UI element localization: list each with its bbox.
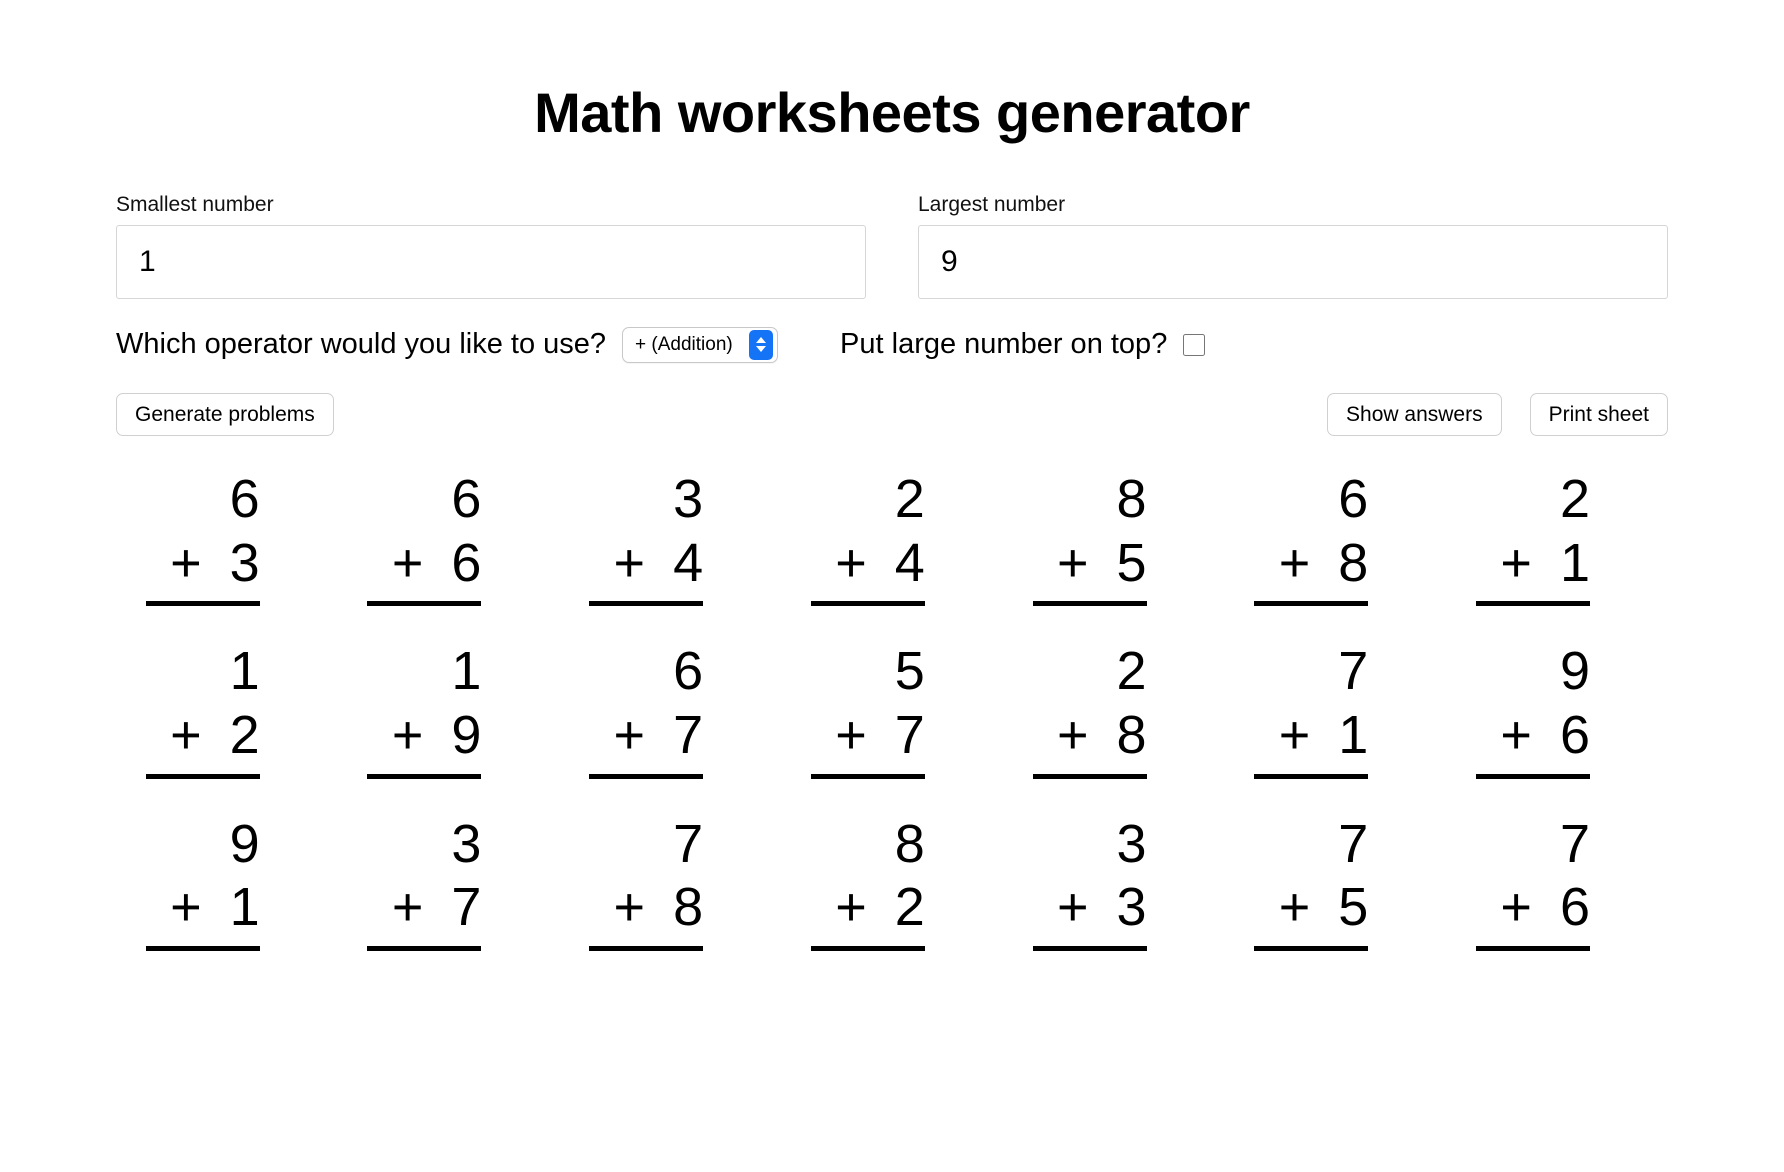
math-problem: [781, 813, 1003, 951]
largest-number-input[interactable]: [918, 225, 1668, 299]
problem-bottom-row: [835, 704, 925, 768]
operator-select[interactable]: [622, 327, 778, 363]
large-on-top-label: Put large number on top?: [840, 328, 1168, 361]
problem-top-operand: 6: [673, 641, 704, 702]
math-problem: [116, 640, 338, 778]
problem-top-operand: 3: [451, 813, 482, 874]
math-problem: [559, 640, 781, 778]
problem-operator: +: [1278, 877, 1311, 938]
problem-operator: +: [391, 877, 424, 938]
largest-number-field: [918, 192, 1668, 299]
problem-answer-rule: [1254, 601, 1368, 606]
problem-operator: +: [170, 877, 202, 938]
problem-operator: +: [1056, 877, 1089, 938]
problem-answer-rule: [589, 774, 703, 779]
problem-bottom-row: [392, 876, 482, 940]
math-problem: [338, 468, 560, 606]
problem-bottom-row: [170, 876, 260, 940]
problem-bottom-operand: 8: [1116, 705, 1147, 766]
options-row: [116, 327, 1668, 363]
math-problem: [1003, 813, 1225, 951]
math-problem: [1225, 640, 1447, 778]
problem-bottom-operand: 6: [1559, 877, 1590, 938]
operator-select-wrapper: [622, 327, 778, 363]
problem-bottom-operand: 8: [673, 877, 704, 938]
smallest-number-field: [116, 192, 866, 299]
problem-top-operand: 2: [1559, 468, 1590, 529]
page-title: Math worksheets generator: [534, 81, 1250, 144]
problem-bottom-operand: 4: [894, 532, 925, 593]
problem-bottom-row: [1057, 532, 1147, 596]
math-problem: [781, 640, 1003, 778]
problem-answer-rule: [146, 774, 260, 779]
problem-bottom-operand: 1: [229, 877, 260, 938]
math-problem: [1446, 468, 1668, 606]
problem-operator: +: [391, 705, 424, 766]
problem-bottom-operand: 3: [1116, 877, 1147, 938]
problem-bottom-row: [835, 532, 925, 596]
problem-answer-rule: [1476, 601, 1590, 606]
problem-bottom-operand: 6: [451, 532, 482, 593]
problem-bottom-operand: 9: [451, 705, 482, 766]
problem-bottom-row: [1279, 876, 1369, 940]
problem-answer-rule: [811, 774, 925, 779]
math-problem: [1446, 813, 1668, 951]
problem-top-operand: 3: [673, 468, 704, 529]
problem-top-operand: 7: [1559, 813, 1590, 874]
problem-top-operand: 3: [1116, 813, 1147, 874]
problem-bottom-operand: 4: [673, 532, 704, 593]
problem-top-operand: 2: [1116, 641, 1147, 702]
problem-answer-rule: [1476, 946, 1590, 951]
problem-top-operand: 7: [673, 813, 704, 874]
problem-top-operand: 6: [451, 468, 482, 529]
problem-bottom-row: [392, 532, 482, 596]
problem-bottom-operand: 6: [1559, 705, 1590, 766]
problem-operator: +: [391, 532, 424, 593]
problem-answer-rule: [811, 601, 925, 606]
smallest-number-label: Smallest number: [116, 192, 274, 216]
problem-bottom-operand: 7: [673, 705, 704, 766]
smallest-number-input[interactable]: [116, 225, 866, 299]
problem-bottom-row: [392, 704, 482, 768]
problem-top-operand: 8: [1116, 468, 1147, 529]
problem-operator: +: [613, 532, 646, 593]
problem-operator: +: [835, 705, 867, 766]
problem-bottom-operand: 2: [894, 877, 925, 938]
math-problem: [559, 468, 781, 606]
problem-top-operand: 1: [229, 641, 260, 702]
problem-bottom-row: [835, 876, 925, 940]
problem-top-operand: 1: [451, 641, 482, 702]
problem-answer-rule: [811, 946, 925, 951]
problem-operator: +: [1278, 532, 1311, 593]
problem-answer-rule: [1254, 774, 1368, 779]
problem-operator: +: [1500, 705, 1532, 766]
problem-bottom-operand: 1: [1338, 705, 1369, 766]
number-range-fields: [116, 192, 1668, 299]
generate-problems-button[interactable]: Generate problems: [116, 393, 334, 436]
math-problem: [116, 468, 338, 606]
math-problem: [338, 640, 560, 778]
problem-top-operand: 2: [894, 468, 925, 529]
problem-answer-rule: [1476, 774, 1590, 779]
problem-bottom-operand: 8: [1338, 532, 1369, 593]
problem-top-operand: 7: [1338, 813, 1369, 874]
math-problem: [1003, 468, 1225, 606]
action-buttons-row: [116, 393, 1668, 436]
problem-operator: +: [170, 532, 202, 593]
problem-bottom-row: [1500, 704, 1590, 768]
problem-answer-rule: [1033, 946, 1147, 951]
problem-answer-rule: [367, 946, 481, 951]
problem-answer-rule: [589, 946, 703, 951]
problem-operator: +: [1056, 705, 1089, 766]
problem-bottom-row: [614, 876, 704, 940]
problem-bottom-row: [1500, 532, 1590, 596]
problem-answer-rule: [367, 601, 481, 606]
problem-top-operand: 8: [894, 813, 925, 874]
math-problem: [559, 813, 781, 951]
problem-bottom-operand: 7: [451, 877, 482, 938]
problem-bottom-row: [1500, 876, 1590, 940]
problem-operator: +: [170, 705, 202, 766]
problem-bottom-row: [1279, 532, 1369, 596]
problem-operator: +: [835, 877, 867, 938]
math-problem: [116, 813, 338, 951]
problem-top-operand: 5: [894, 641, 925, 702]
problem-bottom-row: [614, 532, 704, 596]
problem-operator: +: [613, 877, 646, 938]
problem-top-operand: 6: [1338, 468, 1369, 529]
problem-bottom-operand: 1: [1559, 532, 1590, 593]
largest-number-label: Largest number: [918, 192, 1066, 216]
problem-answer-rule: [589, 601, 703, 606]
problem-bottom-operand: 5: [1116, 532, 1147, 593]
problem-top-operand: 9: [229, 813, 260, 874]
math-problem: [338, 813, 560, 951]
problem-answer-rule: [1254, 946, 1368, 951]
show-answers-button[interactable]: Show answers: [1327, 393, 1502, 436]
problem-bottom-operand: 2: [229, 705, 260, 766]
problem-bottom-row: [1057, 876, 1147, 940]
large-on-top-checkbox[interactable]: [1183, 334, 1205, 356]
problem-bottom-row: [170, 532, 260, 596]
problem-bottom-operand: 5: [1338, 877, 1369, 938]
problem-answer-rule: [1033, 774, 1147, 779]
math-problem: [1225, 813, 1447, 951]
operator-question-label: Which operator would you like to use?: [116, 328, 607, 361]
problem-operator: +: [835, 532, 867, 593]
problem-answer-rule: [1033, 601, 1147, 606]
right-buttons-group: [1327, 393, 1668, 436]
problem-bottom-operand: 3: [229, 532, 260, 593]
math-problem: [781, 468, 1003, 606]
problem-bottom-row: [1279, 704, 1369, 768]
problem-operator: +: [1278, 705, 1311, 766]
problem-bottom-operand: 7: [894, 705, 925, 766]
math-problem: [1446, 640, 1668, 778]
problem-operator: +: [613, 705, 646, 766]
problem-bottom-row: [170, 704, 260, 768]
problem-top-operand: 9: [1559, 641, 1590, 702]
print-sheet-button[interactable]: Print sheet: [1530, 393, 1668, 436]
problem-operator: +: [1056, 532, 1089, 593]
problem-top-operand: 6: [229, 468, 260, 529]
problem-bottom-row: [614, 704, 704, 768]
problem-top-operand: 7: [1338, 641, 1369, 702]
problem-answer-rule: [146, 601, 260, 606]
problem-operator: +: [1500, 877, 1532, 938]
problem-answer-rule: [146, 946, 260, 951]
math-problem: [1003, 640, 1225, 778]
problem-bottom-row: [1057, 704, 1147, 768]
problems-grid: [116, 468, 1668, 951]
problem-operator: +: [1500, 532, 1532, 593]
problem-answer-rule: [367, 774, 481, 779]
math-problem: [1225, 468, 1447, 606]
